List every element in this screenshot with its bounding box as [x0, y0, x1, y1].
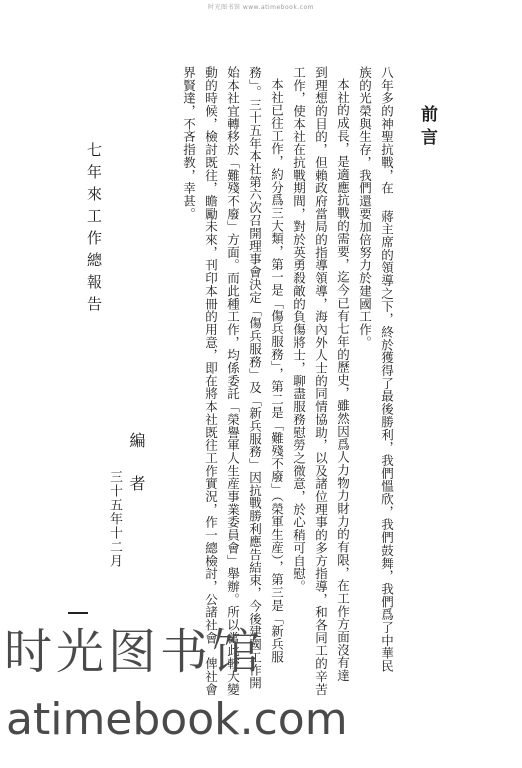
- preface-column-4: 到理想的目的，但賴政府當局的指導領導，海內外人士的同情協助，以及諸位理事的多方指導，和各同工的辛苦: [313, 66, 329, 696]
- preface-column-5: 工作，使本社在抗戰期間，對於英勇殺敵的負傷將士，聊盡服務慰勞之微意，於心稍可自慰。: [291, 66, 307, 593]
- preface-column-2: 族的光榮與生存，我們還要加倍努力於建國工作。: [357, 66, 373, 349]
- page-number-mark: [68, 612, 88, 614]
- watermark-domain: atimebook.com: [6, 694, 348, 745]
- preface-column-1: 八年多的神聖抗戰，在 蔣主席的領導之下，終於獲得了最後勝利，我們慍欣，我們鼓舞，我們爲了中華民: [379, 66, 395, 673]
- preface-column-8: 始本社宜轉移於「難殘不廢」方面。而此種工作，均係委託「榮譽軍人生産事業委員會」舉辦。所以當此較大變: [225, 66, 241, 696]
- preface-column-6: 本社已往工作，約分爲三大類，第一是「傷兵服務」，第二是「難殘不廢」（榮軍生産），第三是「新兵服: [269, 78, 285, 664]
- preface-date: 三十五年十二月: [107, 470, 122, 568]
- preface-column-9: 動的時候，檢討既往，瞻勵未來，刊印本冊的用意，即在將本社既往工作實況，作一總檢討，公諸社會，俾社會: [203, 66, 219, 696]
- preface-title: 前言: [417, 105, 437, 151]
- preface-column-3: 本社的成長，是適應抗戰的需要，迄今已有七年的歷史，雖然因爲人力物力財力的有限，在工作方面沒有達: [335, 78, 351, 682]
- report-side-label: 七年來工作總報告: [85, 142, 103, 318]
- preface-author: 編 者: [127, 432, 146, 495]
- site-watermark-header: 时光图书馆 www.atimebook.com: [207, 4, 315, 11]
- preface-column-10: 界賢達，不吝指教，幸甚。: [181, 66, 197, 221]
- watermark-chinese: 时光图书馆: [4, 624, 265, 680]
- preface-column-7: 務」。三十五年本社第六次召開理事會決定「傷兵服務」及「新兵服務」因抗戰勝利應告結束，今後建國工作開: [247, 66, 263, 690]
